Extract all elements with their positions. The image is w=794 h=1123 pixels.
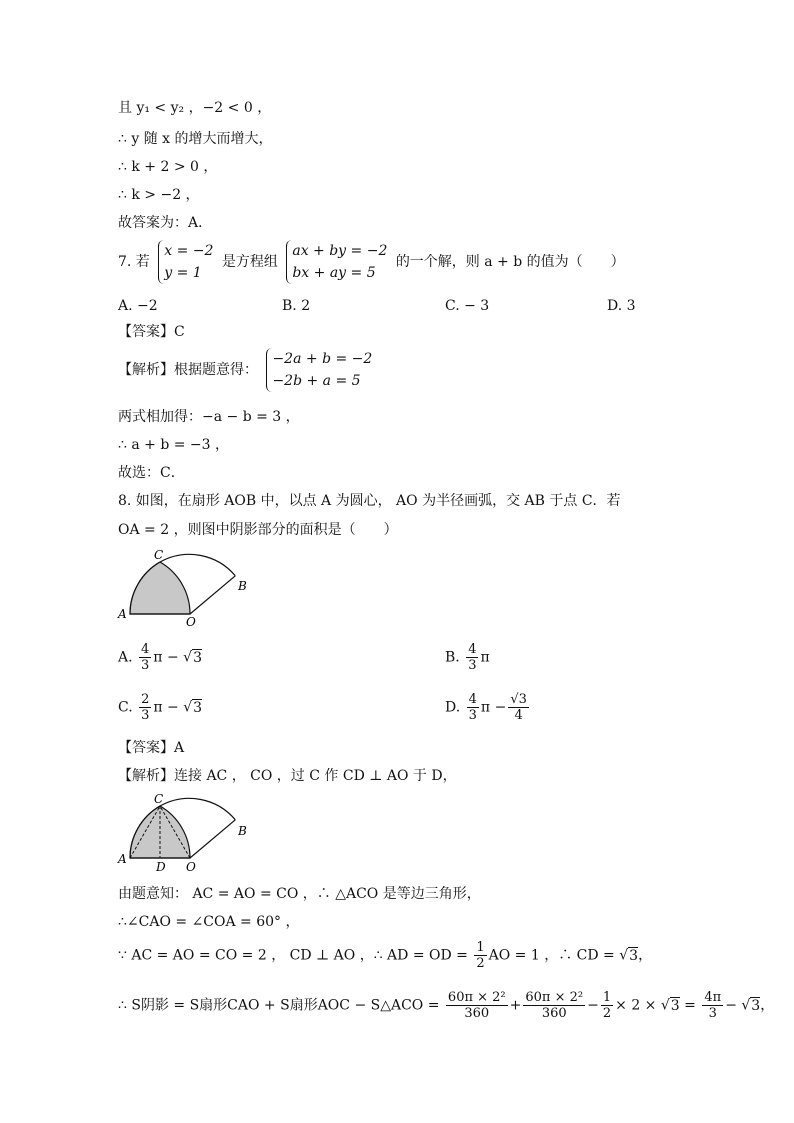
fraction <box>523 990 585 1021</box>
numerator: 4 <box>468 692 477 707</box>
denominator: 3 <box>141 708 150 723</box>
q7-step: 两式相加得：−a − b = 3 ， <box>118 409 300 425</box>
denominator: 3 <box>708 1006 717 1021</box>
option-label: C. <box>118 699 133 716</box>
text-line: 且 y₁ < y₂ ，−2 < 0 ， <box>118 100 272 116</box>
q8-option-b <box>445 642 490 673</box>
denominator: 360 <box>464 1006 490 1021</box>
numerator: 1 <box>602 990 612 1005</box>
q8-option-d <box>445 692 531 723</box>
radicand: 3 <box>193 649 202 666</box>
denominator: 4 <box>514 708 523 723</box>
label-o: O <box>186 615 196 628</box>
sector-figure <box>114 546 254 628</box>
fraction <box>446 990 508 1021</box>
text: ， <box>638 947 653 964</box>
label-a: A <box>118 607 127 621</box>
fraction <box>508 692 529 723</box>
label-d: D <box>156 860 166 874</box>
equation: −2b + a = 5 <box>272 373 361 389</box>
label-c: C <box>154 548 164 562</box>
numerator: 60π × 2² <box>525 990 584 1005</box>
denominator: 2 <box>602 1006 612 1021</box>
q7-suffix: 的一个解，则 a + b 的值为（ ） <box>395 254 625 270</box>
q8-solution-step: 由题意知： AC = AO = CO ，∴ △ACO 是等边三角形， <box>118 886 481 902</box>
numerator: 4 <box>141 642 150 657</box>
denominator: 3 <box>468 658 477 673</box>
text: × 2 × <box>615 997 657 1014</box>
q7-step: ∴ a + b = −3 ， <box>118 437 230 453</box>
q7-option-a: A. −2 <box>118 298 158 314</box>
shaded-region <box>130 562 190 614</box>
text-line: 故答案为：A． <box>118 215 213 231</box>
q7-option-c: C. − 3 <box>445 298 490 314</box>
radius-ob <box>190 576 235 614</box>
text: ， <box>760 997 775 1014</box>
numerator: 4π <box>704 990 722 1005</box>
pi-term: π <box>480 649 490 666</box>
label-o: O <box>186 860 196 874</box>
fraction <box>139 642 151 673</box>
radius-ob <box>190 820 235 858</box>
q8-answer: 【答案】A <box>118 740 185 756</box>
q7-system-2 <box>286 240 387 284</box>
q7-option-b: B. 2 <box>282 298 311 314</box>
q8-analysis: 【解析】连接 AC ， CO ，过 C 作 CD ⊥ AO 于 D， <box>118 768 457 784</box>
denominator: 360 <box>541 1006 567 1021</box>
question-8-stem-2: OA = 2 ，则图中阴影部分的面积是（ ） <box>118 522 398 538</box>
radicand: 3 <box>751 997 761 1014</box>
radicand: 3 <box>670 997 680 1014</box>
radicand: 3 <box>193 699 203 716</box>
option-label: D. <box>445 699 461 716</box>
equation: y = 1 <box>164 265 202 281</box>
q7-system-1 <box>158 240 213 284</box>
fraction <box>466 642 478 673</box>
text: AO = 1 ，∴ CD = <box>488 947 615 964</box>
equation: −2a + b = −2 <box>272 351 373 367</box>
q8-solution-step: ∵ AC = AO = CO = 2 ， CD ⊥ AO ，∴ AD = OD = $\frac{1}{2}$ AO = 1 ，∴ CD = √3， <box>118 940 653 971</box>
q8-option-a: A. $\frac{4}{3}$ π − √3 <box>118 642 202 673</box>
q7-prefix: 7. 若 <box>118 254 150 270</box>
pi-term: π − <box>153 649 179 666</box>
label-a: A <box>118 852 127 866</box>
text: ∴ S阴影 = S扇形CAO + S扇形AOC − S△ACO = <box>118 997 440 1014</box>
equation: ax + by = −2 <box>292 243 388 259</box>
operator: = <box>684 997 696 1014</box>
numerator: 60π × 2² <box>447 990 506 1005</box>
fraction <box>139 692 151 723</box>
denominator: 3 <box>141 658 150 673</box>
sector-figure-with-height <box>114 790 254 874</box>
numerator: √3 <box>510 692 527 707</box>
q8-solution-step: ∴∠CAO = ∠COA = 60° ， <box>118 914 300 930</box>
numerator: 1 <box>476 940 485 955</box>
label-b: B <box>238 579 247 593</box>
pi-term: π − <box>153 699 179 716</box>
q7-answer: 【答案】C <box>118 324 185 340</box>
q8-option-c: C. $\frac{2}{3}$ π − √3 <box>118 692 203 723</box>
option-label: A. <box>118 649 133 666</box>
operator: − <box>587 997 599 1014</box>
q7-step: 故选：C． <box>118 465 185 481</box>
pi-term: π − <box>480 699 507 716</box>
operator: − <box>725 997 737 1014</box>
label-b: B <box>238 824 247 838</box>
fraction <box>601 990 613 1021</box>
numerator: 2 <box>141 692 150 707</box>
equation: x = −2 <box>164 243 214 259</box>
q7-middle: 是方程组 <box>221 254 278 270</box>
analysis-label: 【解析】根据题意得： <box>118 362 258 378</box>
radicand: 3 <box>629 947 639 964</box>
fraction <box>474 940 486 971</box>
text-line: ∴ y 随 x 的增大而增大， <box>118 131 273 147</box>
denominator: 3 <box>468 708 477 723</box>
text: ∵ AC = AO = CO = 2 ， CD ⊥ AO ，∴ AD = OD = <box>118 947 468 964</box>
option-label: B. <box>445 649 460 666</box>
denominator: 2 <box>476 956 485 971</box>
q7-option-d: D. 3 <box>607 298 636 314</box>
operator: + <box>509 997 522 1014</box>
q7-system-3 <box>266 348 372 392</box>
equation: bx + ay = 5 <box>292 265 376 281</box>
text-line: ∴ k > −2 ， <box>118 187 200 203</box>
question-7-stem <box>118 240 625 284</box>
fraction <box>467 692 479 723</box>
q7-analysis <box>118 348 376 392</box>
label-c: C <box>154 792 164 806</box>
text-line: ∴ k + 2 > 0 ， <box>118 159 218 175</box>
fraction <box>702 990 723 1021</box>
numerator: 4 <box>468 642 477 657</box>
question-8-stem-1: 8. 如图，在扇形 AOB 中，以点 A 为圆心， AO 为半径画弧，交 AB 于点 C．若 <box>118 493 621 509</box>
q8-solution-area: ∴ S阴影 = S扇形CAO + S扇形AOC − S△ACO = $\frac{\text{60π × 2²}}{360}$ + $\frac{\text{60π × 2²}}{360}$ − $\frac{1}{2}$ × 2 × √3 = $\frac{4\pi}{3}$ − √3， <box>118 990 775 1021</box>
